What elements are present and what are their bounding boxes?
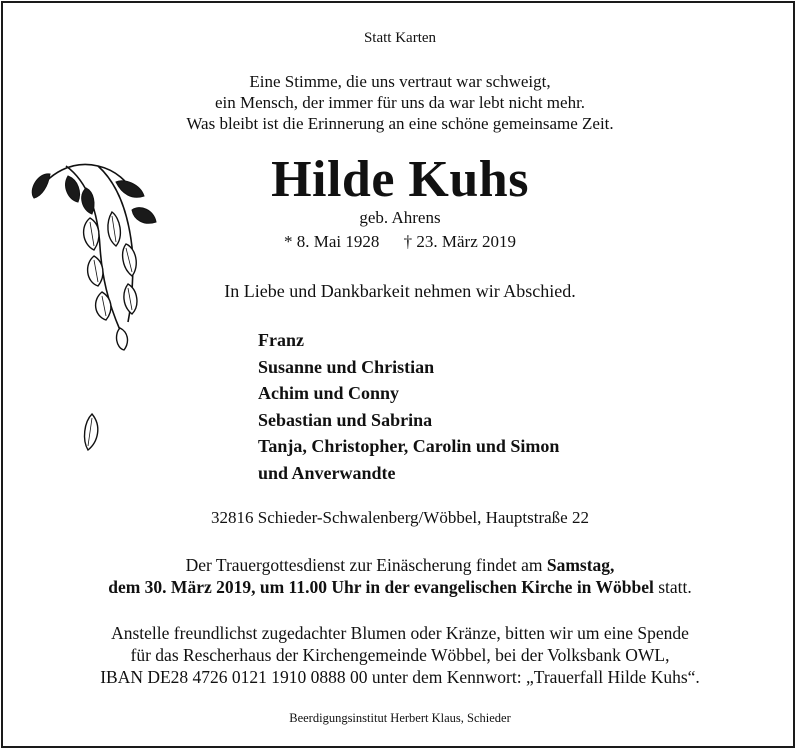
family-member: Franz	[258, 330, 304, 350]
deceased-name: Hilde Kuhs	[271, 151, 529, 208]
family-member: Achim und Conny	[258, 383, 400, 403]
donation-line: Anstelle freundlichst zugedachter Blumen oder Kränze, bitten wir um eine Spende	[111, 623, 689, 643]
address: 32816 Schieder-Schwalenberg/Wöbbel, Hauptstraße 22	[211, 508, 589, 527]
statt-karten-heading: Statt Karten	[363, 30, 437, 46]
service-day: Samstag,	[546, 555, 615, 575]
poem-line: ein Mensch, der immer für uns da war lebt nicht mehr.	[214, 93, 586, 112]
poem-line: Eine Stimme, die uns vertraut war schweigt,	[249, 72, 551, 91]
donation-line: für das Rescherhaus der Kirchengemeinde Wöbbel, bei der Volksbank OWL,	[130, 645, 670, 665]
life-dates	[0, 232, 800, 252]
birth-date: * 8. Mai 1928	[283, 232, 380, 251]
donation-request	[0, 622, 800, 688]
family-member: Susanne und Christian	[258, 356, 435, 377]
service-announcement	[0, 554, 800, 598]
farewell-line: In Liebe und Dankbarkeit nehmen wir Abschied.	[224, 281, 576, 301]
service-outro: statt.	[653, 577, 692, 597]
death-date: † 23. März 2019	[403, 232, 516, 251]
family-list	[258, 327, 559, 486]
family-member: Tanja, Christopher, Carolin und Simon	[258, 436, 560, 456]
poem	[0, 71, 800, 134]
donation-line: IBAN DE28 4726 0121 1910 0888 00 unter dem Kennwort: „Trauerfall Hilde Kuhs“.	[100, 667, 700, 687]
family-member: Sebastian und Sabrina	[258, 409, 433, 430]
service-details: dem 30. März 2019, um 11.00 Uhr in der evangelischen Kirche in Wöbbel	[108, 577, 654, 597]
family-member: und Anverwandte	[258, 462, 396, 483]
maiden-name: geb. Ahrens	[359, 208, 441, 227]
poem-line: Was bleibt ist die Erinnerung an eine schöne gemeinsame Zeit.	[186, 114, 614, 133]
funeral-home: Beerdigungsinstitut Herbert Klaus, Schieder	[289, 711, 511, 725]
service-intro: Der Trauergottesdienst zur Einäscherung findet am	[185, 555, 547, 575]
